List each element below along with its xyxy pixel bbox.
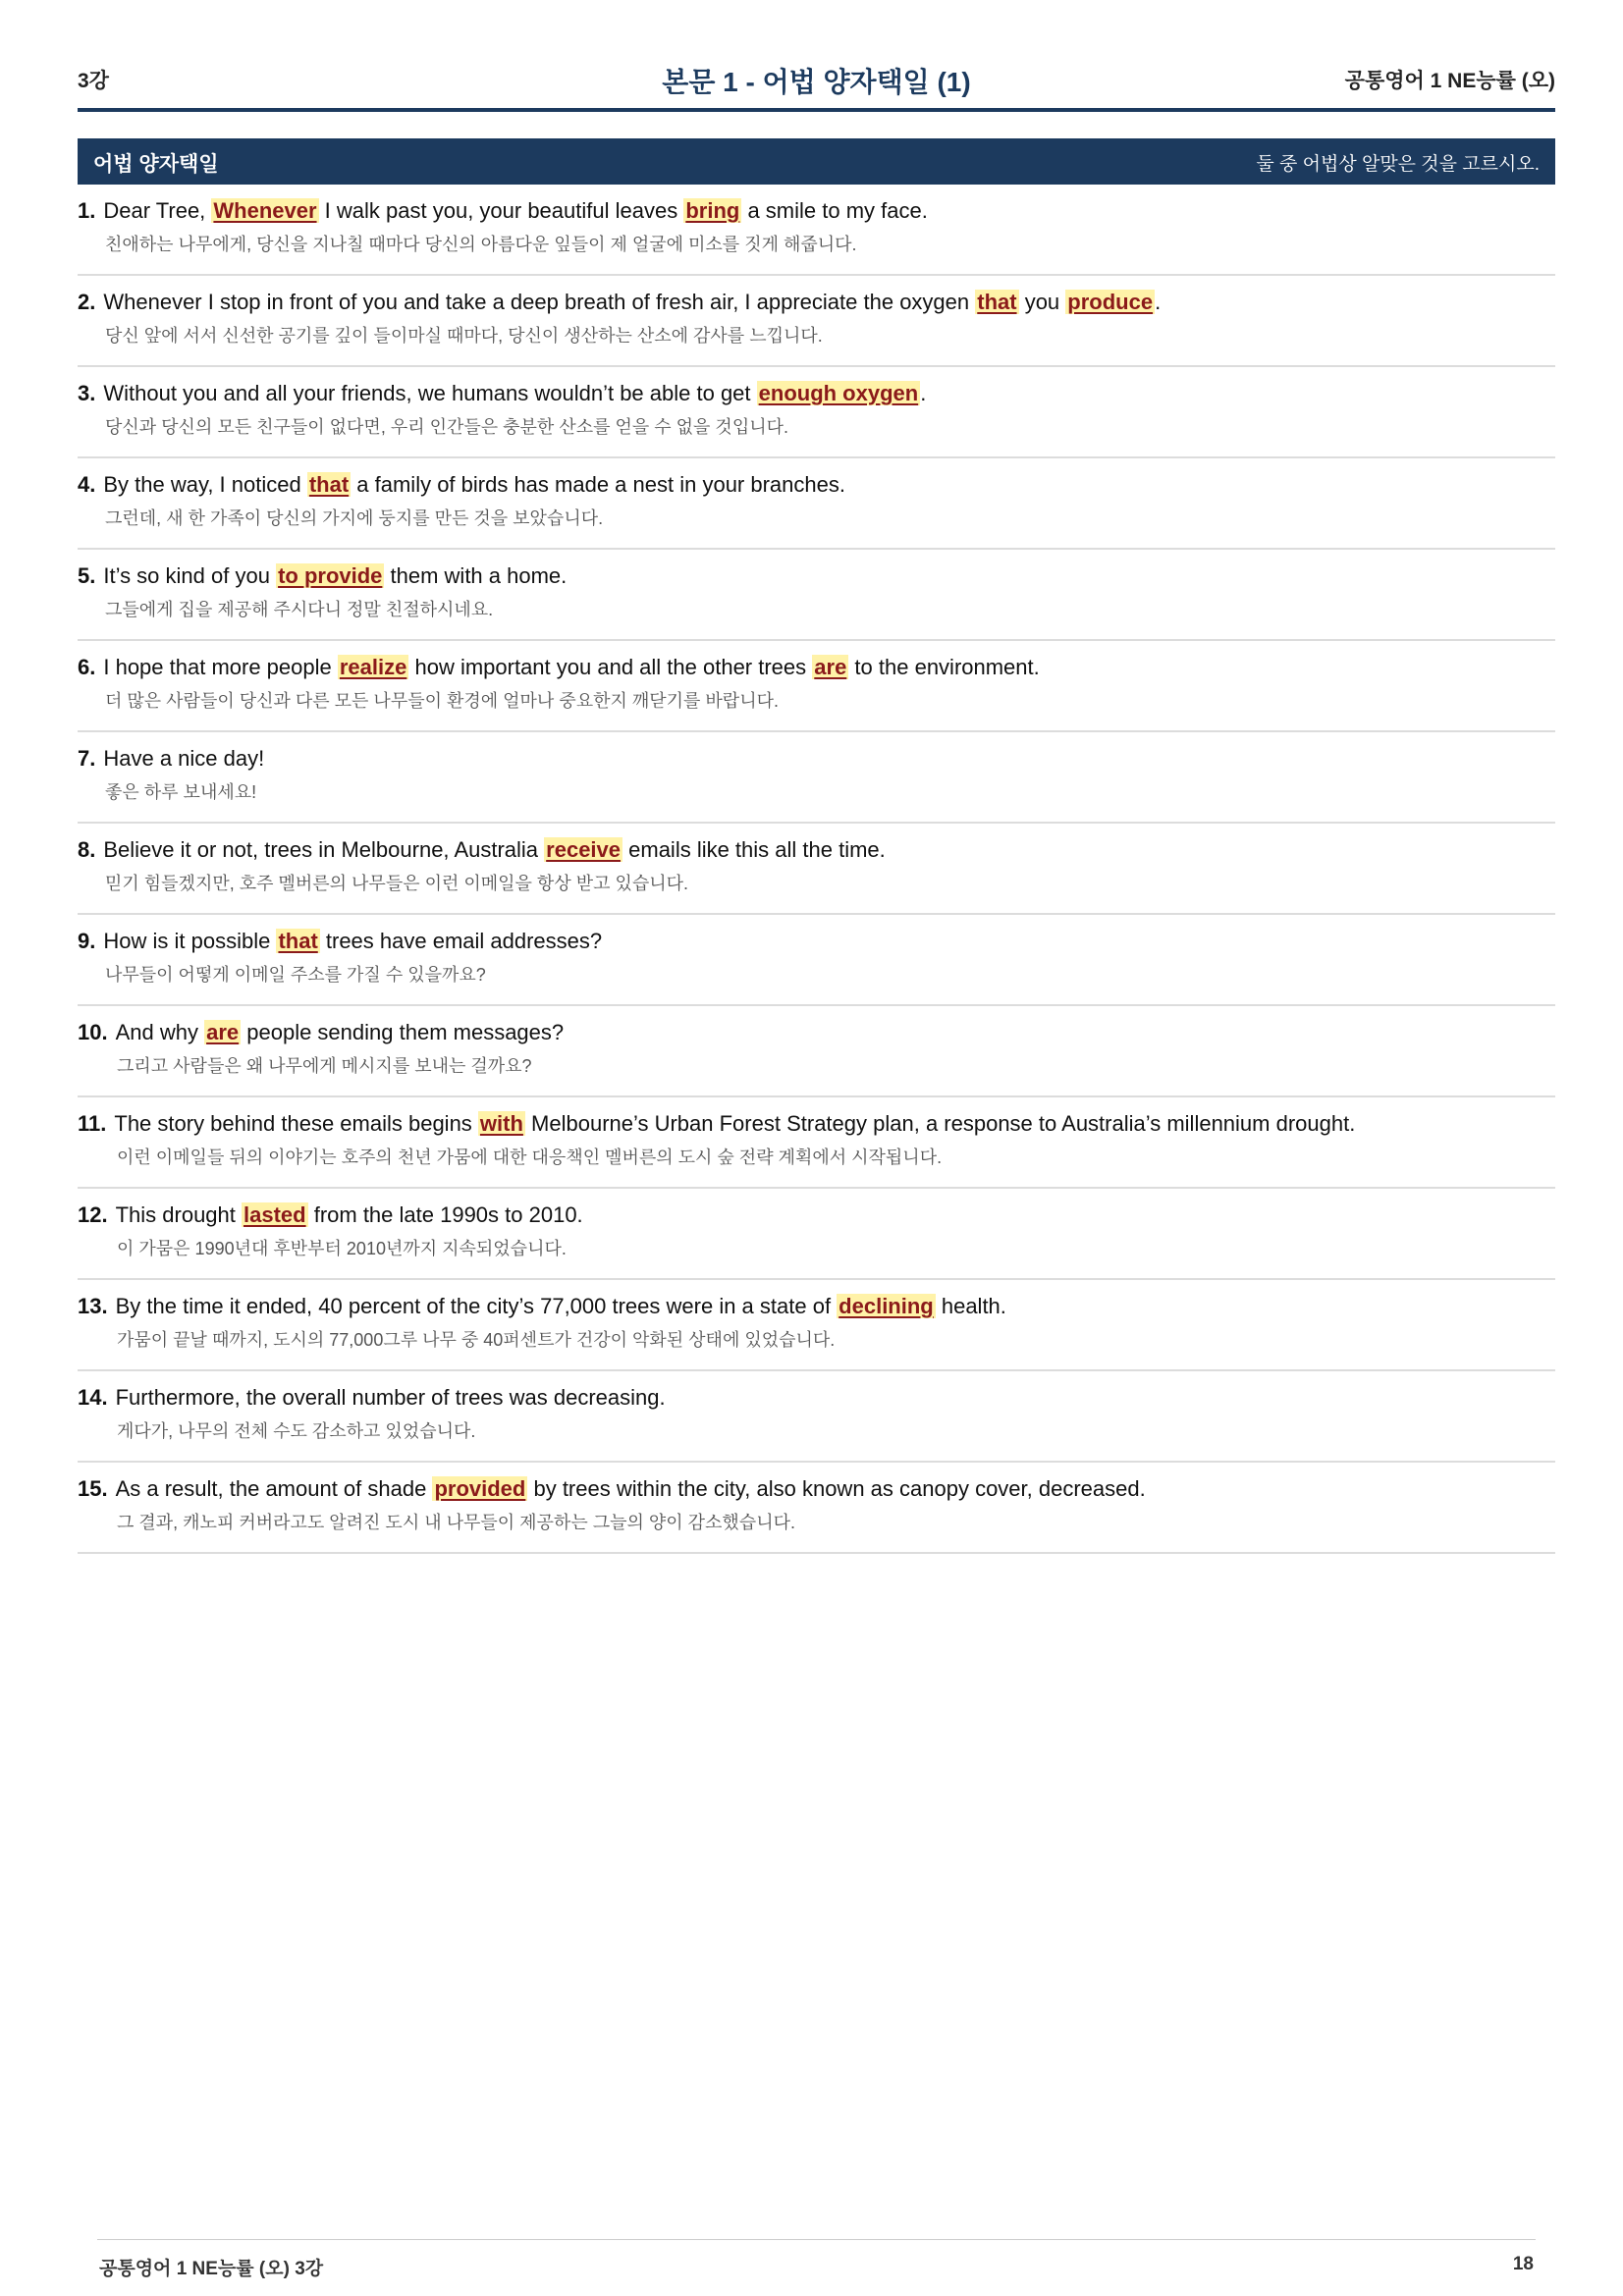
sentence-text: It’s so kind of you	[103, 563, 277, 588]
section-bar	[78, 138, 1555, 185]
korean-translation: 그리고 사람들은 왜 나무에게 메시지를 보내는 걸까요?	[117, 1056, 532, 1076]
course-label: 공통영어 1 NE능률 (오)	[1344, 70, 1555, 92]
sentence-text: how important you and all the other trees	[408, 655, 813, 679]
question-number: 12.	[78, 1202, 108, 1227]
sentence-text: by trees within the city, also known as canopy cover, decreased.	[527, 1476, 1146, 1501]
korean-translation: 이 가뭄은 1990년대 후반부터 2010년까지 지속되었습니다.	[117, 1239, 567, 1258]
footer-text: 공통영어 1 NE능률 (오) 3강	[99, 2259, 324, 2279]
question-number: 11.	[78, 1111, 107, 1136]
question-row	[78, 1189, 1555, 1280]
sentence-text: from the late 1990s to 2010.	[307, 1202, 583, 1227]
question-row	[78, 1371, 1555, 1463]
sentence-text: you	[1018, 290, 1066, 314]
question-number: 5.	[78, 563, 96, 588]
grammar-choice[interactable]: that	[977, 290, 1017, 314]
question-sentence	[78, 837, 886, 863]
sentence-text: people sending them messages?	[241, 1020, 565, 1044]
sentence-text: The story behind these emails begins	[114, 1111, 478, 1136]
korean-translation: 믿기 힘들겠지만, 호주 멜버른의 나무들은 이런 이메일을 항상 받고 있습니다.	[105, 874, 689, 893]
question-sentence	[78, 1385, 666, 1411]
sentence-text: How is it possible	[103, 929, 277, 953]
korean-translation: 게다가, 나무의 전체 수도 감소하고 있었습니다.	[117, 1421, 476, 1441]
section-instruction: 둘 중 어법상 알맞은 것을 고르시오.	[1256, 154, 1540, 175]
grammar-choice[interactable]: that	[278, 929, 318, 953]
grammar-choice[interactable]: are	[206, 1020, 240, 1044]
sentence-text: health.	[935, 1294, 1006, 1318]
sentence-text: Melbourne’s Urban Forest Strategy plan, a response to Australia’s millennium drought.	[524, 1111, 1356, 1136]
sentence-text: Have a nice day!	[103, 746, 265, 771]
question-row	[78, 458, 1555, 550]
sentence-text: Furthermore, the overall number of trees was decreasing.	[115, 1385, 666, 1410]
question-row	[78, 1280, 1555, 1371]
question-sentence	[78, 746, 264, 772]
question-sentence	[78, 1020, 564, 1045]
question-number: 8.	[78, 837, 96, 862]
grammar-choice[interactable]: that	[308, 472, 350, 497]
korean-translation: 친애하는 나무에게, 당신을 지나칠 때마다 당신의 아름다운 잎들이 제 얼굴에 미소를 짓게 해줍니다.	[105, 235, 857, 254]
sentence-text: As a result, the amount of shade	[115, 1476, 433, 1501]
page-number: 18	[1512, 2254, 1534, 2274]
question-row	[78, 550, 1555, 641]
question-row	[78, 185, 1555, 276]
grammar-choice[interactable]: receive	[546, 837, 622, 862]
sentence-text: And why	[115, 1020, 205, 1044]
grammar-choice[interactable]: produce	[1067, 290, 1154, 314]
section-name: 어법 양자택일	[93, 153, 219, 176]
korean-translation: 그 결과, 캐노피 커버라고도 알려진 도시 내 나무들이 제공하는 그늘의 양이 감소했습니다.	[117, 1513, 795, 1532]
sentence-text: .	[1155, 290, 1162, 314]
question-number: 1.	[78, 198, 96, 223]
question-sentence	[78, 472, 845, 498]
question-list	[78, 185, 1555, 1554]
question-sentence	[78, 381, 926, 406]
korean-translation: 더 많은 사람들이 당신과 다른 모든 나무들이 환경에 얼마나 중요한지 깨닫기를 바랍니다.	[105, 691, 779, 711]
korean-translation: 가뭄이 끝날 때까지, 도시의 77,000그루 나무 중 40퍼센트가 건강이 악화된 상태에 있었습니다.	[117, 1330, 836, 1350]
question-number: 4.	[78, 472, 96, 497]
page-footer	[97, 2239, 1536, 2279]
sentence-text: trees have email addresses?	[319, 929, 603, 953]
question-number: 13.	[78, 1294, 108, 1318]
grammar-choice[interactable]: declining	[839, 1294, 934, 1318]
sentence-text: .	[920, 381, 927, 405]
question-sentence	[78, 1202, 583, 1228]
korean-translation: 나무들이 어떻게 이메일 주소를 가질 수 있을까요?	[105, 965, 486, 985]
question-row	[78, 1006, 1555, 1097]
korean-translation: 그들에게 집을 제공해 주시다니 정말 친절하시네요.	[105, 600, 494, 619]
question-row	[78, 1463, 1555, 1554]
sentence-text: Without you and all your friends, we humans wouldn’t be able to get	[103, 381, 757, 405]
korean-translation: 이런 이메일들 뒤의 이야기는 호주의 천년 가뭄에 대한 대응책인 멜버른의 도시 숲 전략 계획에서 시작됩니다.	[117, 1148, 943, 1167]
question-number: 9.	[78, 929, 96, 953]
lesson-label: 3강	[78, 70, 109, 92]
question-sentence	[78, 1111, 1355, 1137]
question-sentence	[78, 1476, 1146, 1502]
question-sentence	[78, 1294, 1006, 1319]
question-row	[78, 915, 1555, 1006]
grammar-choice[interactable]: provided	[434, 1476, 526, 1501]
sentence-text: This drought	[115, 1202, 242, 1227]
korean-translation: 당신과 당신의 모든 친구들이 없다면, 우리 인간들은 충분한 산소를 얻을 수 없을 것입니다.	[105, 417, 788, 437]
grammar-choice[interactable]: Whenever	[213, 198, 317, 223]
sentence-text: them with a home.	[384, 563, 568, 588]
grammar-choice[interactable]: enough oxygen	[758, 381, 919, 405]
question-number: 10.	[78, 1020, 108, 1044]
question-row	[78, 641, 1555, 732]
grammar-choice[interactable]: with	[479, 1111, 523, 1136]
sentence-text: I walk past you, your beautiful leaves	[318, 198, 684, 223]
sentence-text: By the way, I noticed	[103, 472, 307, 497]
question-number: 14.	[78, 1385, 108, 1410]
sentence-text: a smile to my face.	[741, 198, 928, 223]
korean-translation: 그런데, 새 한 가족이 당신의 가지에 둥지를 만든 것을 보았습니다.	[105, 508, 604, 528]
page-title: 본문 1 - 어법 양자택일 (1)	[662, 67, 971, 97]
question-sentence	[78, 563, 567, 589]
question-row	[78, 1097, 1555, 1189]
grammar-choice[interactable]: are	[814, 655, 847, 679]
sentence-text: Believe it or not, trees in Melbourne, Australia	[103, 837, 545, 862]
question-sentence	[78, 198, 928, 224]
question-row	[78, 276, 1555, 367]
grammar-choice[interactable]: realize	[339, 655, 407, 679]
question-row	[78, 824, 1555, 915]
sentence-text: a family of birds has made a nest in your branches.	[351, 472, 845, 497]
sentence-text: emails like this all the time.	[622, 837, 886, 862]
sentence-text: I hope that more people	[103, 655, 338, 679]
question-row	[78, 732, 1555, 824]
question-number: 3.	[78, 381, 96, 405]
question-row	[78, 367, 1555, 458]
grammar-choice[interactable]: lasted	[243, 1202, 306, 1227]
sentence-text: to the environment.	[848, 655, 1040, 679]
question-number: 7.	[78, 746, 96, 771]
question-sentence	[78, 655, 1040, 680]
page-header	[78, 61, 1555, 112]
question-sentence	[78, 929, 602, 954]
sentence-text: By the time it ended, 40 percent of the city’s 77,000 trees were in a state of	[115, 1294, 838, 1318]
sentence-text: Whenever I stop in front of you and take a deep breath of fresh air, I appreciate the oxygen	[103, 290, 976, 314]
question-number: 6.	[78, 655, 96, 679]
korean-translation: 당신 앞에 서서 신선한 공기를 깊이 들이마실 때마다, 당신이 생산하는 산소에 감사를 느낍니다.	[105, 326, 823, 346]
grammar-choice[interactable]: to provide	[278, 563, 383, 588]
question-sentence	[78, 290, 1161, 315]
grammar-choice[interactable]: bring	[685, 198, 740, 223]
korean-translation: 좋은 하루 보내세요!	[105, 782, 257, 802]
question-number: 2.	[78, 290, 96, 314]
question-number: 15.	[78, 1476, 108, 1501]
sentence-text: Dear Tree,	[103, 198, 212, 223]
